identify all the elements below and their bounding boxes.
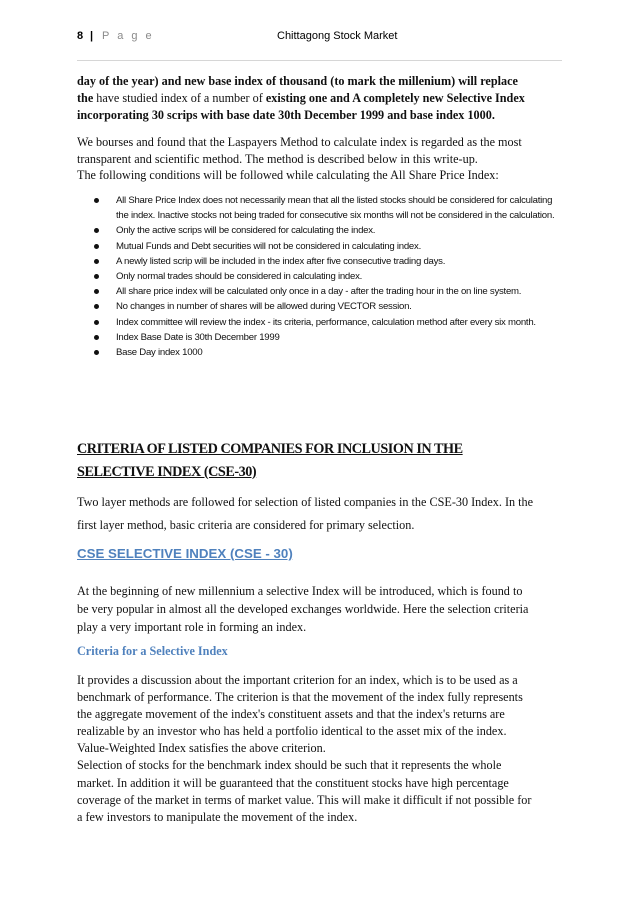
paragraph-line: Value-Weighted Index satisfies the above criterion. <box>77 741 326 756</box>
bullet-icon <box>94 259 99 264</box>
header-divider <box>77 60 562 61</box>
bullet-icon <box>94 350 99 355</box>
list-item-text: All share price index will be calculated only once in a day - after the trading hour in the on line system. <box>116 286 522 298</box>
criteria-subheading: Criteria for a Selective Index <box>77 644 228 658</box>
intro-fragment: existing one and A completely new Selective Index <box>265 91 525 105</box>
list-item-text: A newly listed scrip will be included in the index after five consecutive trading days. <box>116 255 446 267</box>
paragraph-line: benchmark of performance. The criterion is that the movement of the index fully represents <box>77 690 523 705</box>
paragraph-line: coverage of the market in terms of market value. This will make it difficult if not possible for <box>77 792 532 807</box>
header-document-title: Chittagong Stock Market <box>277 30 398 42</box>
intro-line: incorporating 30 scrips with base date 30th December 1999 and base index 1000. <box>77 108 495 122</box>
criterion-paragraph <box>77 672 564 826</box>
list-item-text: No changes in number of shares will be allowed during VECTOR session. <box>116 301 412 313</box>
method-line: The following conditions will be followed while calculating the All Share Price Index: <box>77 168 499 182</box>
heading-line: SELECTIVE INDEX (CSE-30) <box>77 464 257 480</box>
criteria-heading <box>77 438 564 484</box>
paragraph-line: be very popular in almost all the developed exchanges worldwide. Here the selection criteria <box>77 602 529 616</box>
heading-line: CRITERIA OF LISTED COMPANIES FOR INCLUSION IN THE <box>77 441 463 457</box>
paragraph-line: play a very important role in forming an index. <box>77 620 307 634</box>
cse-selective-index-heading: CSE SELECTIVE INDEX (CSE - 30) <box>77 546 293 561</box>
intro-fragment: the <box>77 91 94 105</box>
list-item <box>93 223 563 238</box>
list-item <box>93 239 563 254</box>
method-line: We bourses and found that the Laspayers Method to calculate index is regarded as the most <box>77 135 522 149</box>
bullet-icon <box>94 304 99 309</box>
list-item <box>93 269 563 284</box>
list-item-text: Mutual Funds and Debt securities will not be considered in calculating index. <box>116 240 421 252</box>
list-item <box>93 299 563 314</box>
method-line: transparent and scientific method. The method is described below in this write-up. <box>77 151 478 166</box>
paragraph-line: Two layer methods are followed for selection of listed companies in the CSE-30 Index. In the <box>77 495 534 509</box>
list-item-text: All Share Price Index does not necessarily mean that all the listed stocks should be considered for calculating the index. Inactive stocks not being traded for consecutive six months will not be considered in the calculation. <box>116 195 555 222</box>
header-separator: | <box>90 30 94 42</box>
conditions-list <box>93 193 563 360</box>
method-paragraph <box>77 134 564 184</box>
list-item-text: Base Day index 1000 <box>116 347 203 359</box>
list-item-text: Only the active scrips will be considered for calculating the index. <box>116 225 376 237</box>
bullet-icon <box>94 198 99 203</box>
intro-line <box>77 90 564 107</box>
paragraph-line: market. In addition it will be guaranteed that the constituent stocks have high percentage <box>77 775 509 790</box>
list-item-text: Only normal trades should be considered in calculating index. <box>116 271 363 283</box>
paragraph-line: a few investors to manipulate the movement of the index. <box>77 809 358 824</box>
bullet-icon <box>94 289 99 294</box>
list-item <box>93 254 563 269</box>
paragraph-line: the aggregate movement of the index's constituent assets and that the index's returns are <box>77 707 505 722</box>
page-label: P a g e <box>102 30 155 42</box>
bullet-icon <box>94 228 99 233</box>
page-header <box>77 30 562 48</box>
page-number: 8 <box>77 30 84 42</box>
paragraph-line: Selection of stocks for the benchmark index should be such that it represents the whole <box>77 758 502 773</box>
paragraph-line: It provides a discussion about the important criterion for an index, which is to be used as a <box>77 673 518 687</box>
list-item <box>93 330 563 345</box>
paragraph-line: realizable by an investor who has held a portfolio identical to the asset mix of the index. <box>77 724 507 739</box>
paragraph-line: first layer method, basic criteria are considered for primary selection. <box>77 518 415 532</box>
list-item-text: Index Base Date is 30th December 1999 <box>116 331 280 343</box>
intro-line: day of the year) and new base index of thousand (to mark the millenium) will replace <box>77 74 518 88</box>
intro-paragraph <box>77 73 564 124</box>
list-item-text: Index committee will review the index - its criteria, performance, calculation method after every six month. <box>116 316 536 328</box>
bullet-icon <box>94 335 99 340</box>
paragraph-line: At the beginning of new millennium a selective Index will be introduced, which is found to <box>77 584 523 598</box>
intro-fragment: have studied index of a number of <box>93 91 266 105</box>
bullet-icon <box>94 274 99 279</box>
list-item <box>93 315 563 330</box>
list-item <box>93 284 563 299</box>
bullet-icon <box>94 244 99 249</box>
millennium-paragraph <box>77 582 564 636</box>
bullet-icon <box>94 320 99 325</box>
two-layer-paragraph <box>77 491 564 537</box>
list-item <box>93 193 563 223</box>
list-item <box>93 345 563 360</box>
